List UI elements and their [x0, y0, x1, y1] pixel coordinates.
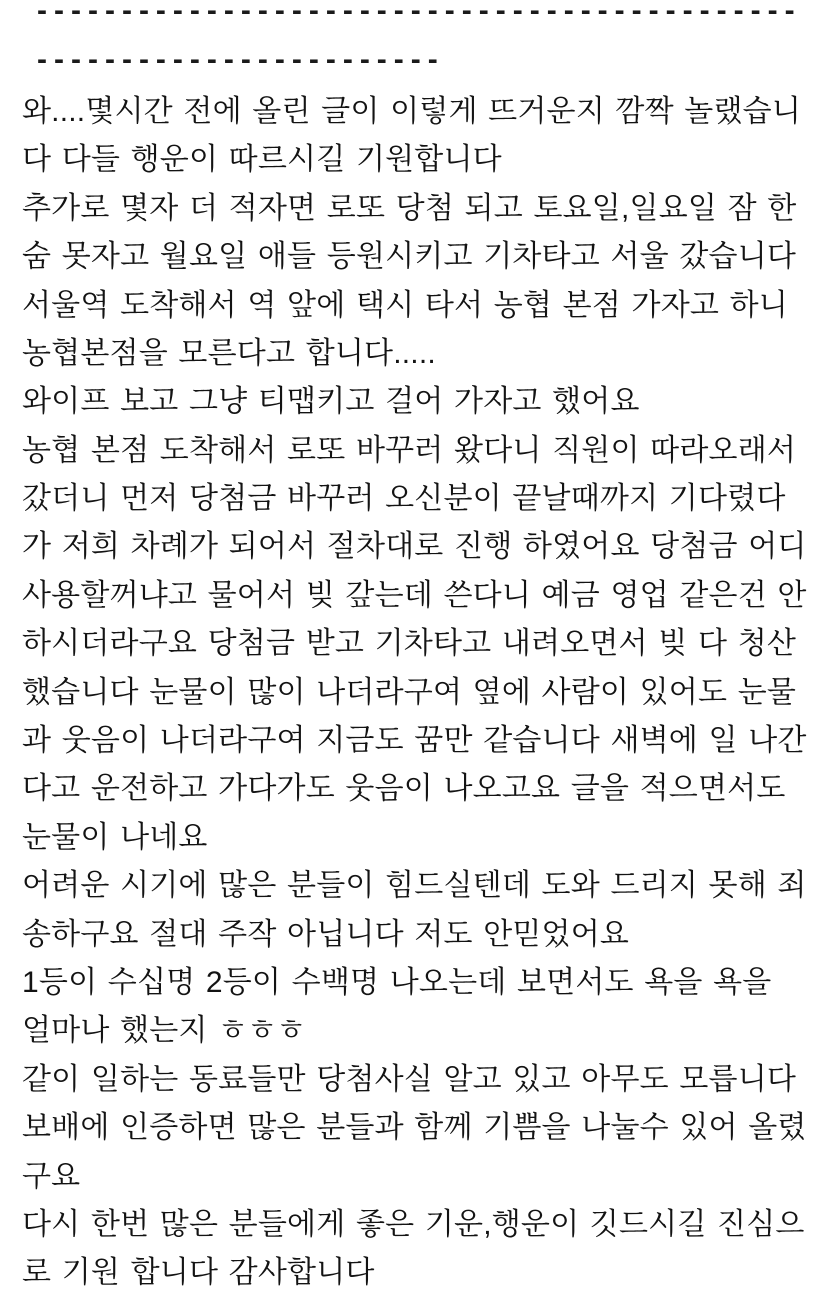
post-text-line: 1등이 수십명 2등이 수백명 나오는데 보면서도 욕을 욕을: [22, 966, 772, 999]
post-text-line: 갔더니 먼저 당첨금 바꾸러 오신분이 끝날때까지 기다렸다: [22, 482, 786, 516]
post-text: [22, 84, 819, 1294]
post-text-line: 숨 못자고 월요일 애들 등원시키고 기차타고 서울 갔습니다: [22, 240, 797, 274]
post-text-line: 와이프 보고 그냥 티맵키고 걸어 가자고 했어요: [22, 385, 640, 419]
post-text-line: 눈물이 나네요: [22, 820, 208, 854]
post-text-line: 농협 본점 도착해서 로또 바꾸러 왔다니 직원이 따라오래서: [22, 433, 797, 467]
post-text-line: 보배에 인증하면 많은 분들과 함께 기쁨을 나눌수 있어 올렸: [22, 1111, 807, 1145]
post-text-line: 하시더라구요 당첨금 받고 기차타고 내려오면서 빚 다 청산: [22, 627, 797, 661]
post-text-line: 서울역 도착해서 역 앞에 택시 타서 농협 본점 가자고 하니: [22, 288, 788, 322]
post-text-line: 농협본점을 모른다고 합니다.....: [22, 336, 436, 370]
post-text-line: 얼마나 했는지 ㅎㅎㅎ: [22, 1014, 306, 1048]
post-text-line: 추가로 몇자 더 적자면 로또 당첨 되고 토요일,일요일 잠 한: [22, 191, 797, 225]
post-text-line: 로 기원 합니다 감사합니다: [22, 1256, 375, 1290]
post-text-line: 했습니다 눈물이 많이 나더라구여 옆에 사람이 있어도 눈물: [22, 675, 797, 709]
post-text-line: 같이 일하는 동료들만 당첨사실 알고 있고 아무도 모릅니다: [22, 1062, 797, 1096]
post-text-line: 어려운 시기에 많은 분들이 힘드실텐데 도와 드리지 못해 죄: [22, 869, 807, 903]
post-text-line: 다고 운전하고 가다가도 웃음이 나오고요 글을 적으면서도: [22, 772, 786, 806]
post-text-line: 다시 한번 많은 분들에게 좋은 기운,행운이 깃드시길 진심으: [22, 1207, 805, 1241]
post-text-line: 다 다들 행운이 따르시길 기원합니다: [22, 143, 502, 177]
post-text-line: 과 웃음이 나더라구여 지금도 꿈만 같습니다 새벽에 일 나간: [22, 724, 807, 758]
post-text-line: 와....몇시간 전에 올린 글이 이렇게 뜨거운지 깜짝 놀랬습니: [22, 94, 802, 128]
post-text-line: 가 저희 차례가 되어서 절차대로 진행 하였어요 당첨금 어디: [22, 530, 807, 564]
divider-line-bottom: ------------------------: [37, 42, 445, 76]
post-text-line: 구요: [22, 1159, 81, 1193]
post-text-line: 사용할꺼냐고 물어서 빚 갚는데 쓴다니 예금 영업 같은건 안: [22, 578, 807, 612]
divider-line-top: ---------------------------------------------: [37, 0, 802, 28]
post-text-line: 송하구요 절대 주작 아닙니다 저도 안믿었어요: [22, 917, 630, 951]
